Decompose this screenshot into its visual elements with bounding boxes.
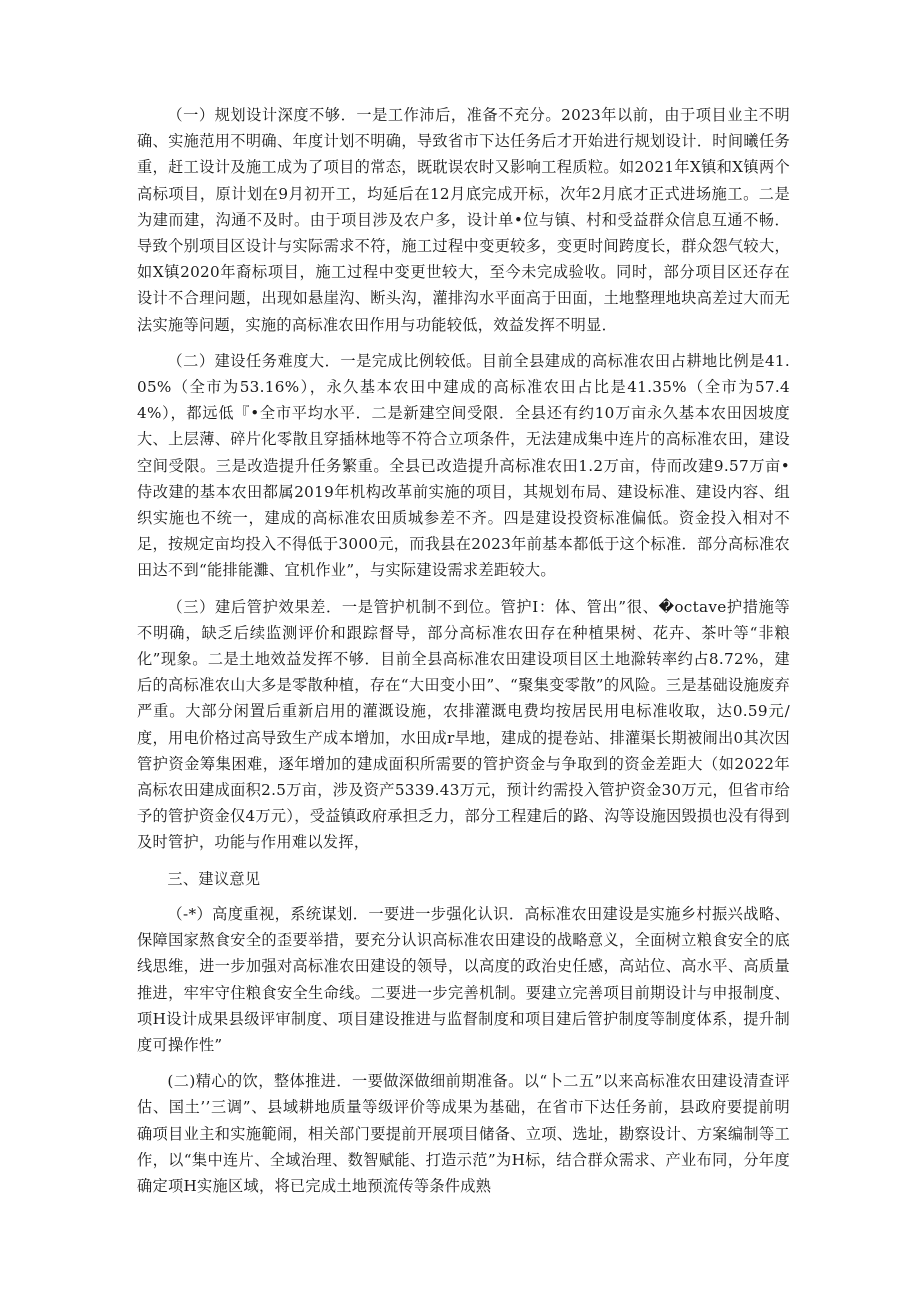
paragraph-construction-difficulty: （二）建设任务难度大．一是完成比例较低。目前全县建成的高标准农田占耕地比例是41.05%（全市为53.16%），永久基本农田中建成的高标准农田占比是41.35%（全市为57.44%），都远低『•全市平均水平．二是新建空间受限．全县还有约10万亩永久基本农田因坡度大、上层薄、碎片化零散且穿插林地等不符合立项条件，无法建成集中连片的高标准农田，建设空间受限。三是改造提升任务繁重。全县已改造提升高标准农田1.2万亩，侍而改建9.57万亩•侍改建的基本农田都属2019年机构改革前实施的项目，其规划布局、建设标准、建设内容、组织实施也不统一，建成的高标准农田质城参差不齐。四是建设投资标准偏低。资金投入相对不足，按规定亩均投入不得低于3000元，而我县在2023年前基本都低于这个标准．部分高标准农田达不到“能排能灘、宜机作业”，与实际建设需求差距较大。	[137, 351, 790, 580]
paragraph-high-attention: （-*）高度重视，系统谋划．一要进一步强化认识．高标准农田建设是实施乡村振兴战略、保障国家熬食安全的歪要举措，要充分认识高标准农田建设的战略意义，全面树立粮食安全的底线思维，进一步加强对高标准农田建设的领导，以高度的政治史任感，高站位、高水平、高质量推进，牢牢守住粮食安全生命线。二要进一步完善机制。要建立完善项目前期设计与申报制度、项H设计成果县级评审制度、项目建设推进与监督制度和项目建后管护制度等制度体系，提升制度可操作性”	[137, 904, 790, 1054]
section-heading-suggestions: 三、建议意见	[167, 869, 261, 888]
paragraph-planning-design: （一）规划设计深度不够．一是工作沛后，准备不充分。2023年以前，由于项目业主不明确、实施范用不明确、年度计划不明确，导致省市下达任务后才开始进行规划设计．时间曦任务重，赶工设计及施工成为了项目的常态，既耽误农时又影响工程质粒。如2021年X镇和X镇两个高标项目，原计划在9月初开工，均延后在12月底完成开标，次年2月底才正式进场施工。二是为建而建，沟通不及时。由于项目涉及农户多，设计单•位与镇、村和受益群众信息互通不畅．导致个别项目区设计与实际需求不符，施工过程中变更较多，变更时间跨度长，群众怨气较大，如X镇2020年裔标项目，施工过程中变更世较大，至今未完成验收。同时，部分项目区还存在设计不合理问题，出现如悬崖沟、断头沟，灌排沟水平面高于田面，土地整理地块高差过大而无法实施等问题，实施的高标准农田作用与功能较低，效益发挥不明显．	[137, 106, 790, 334]
paragraph-careful-organization: (二)精心的饮，整体推进．一要做深做细前期准备。以“卜二五”以来高标准农田建设清查评估、国土’’三调”、县域耕地质量等级评价等成果为基础，在省市下达任务前，县政府要提前明确项目业主和实施範闹，相关部门要提前开展项目储备、立项、选址，勘察设计、方案编制等工作，以“集中连片、全域治理、数智赋能、打造示范”为H标，结合群众需求、产业布同，分年度确定项H实施区域，将已完成土地预流传等条件成熟	[137, 1072, 790, 1195]
paragraph-post-construction-maintenance: （三）建后管护效果差．一是管护机制不到位。管护I：体、管出”很、�octave护措施等不明确，缺乏后续监测评价和跟踪督导，部分高标准农田存在种植果树、花卉、茶叶等“非粮化”现象。二是土地效益发挥不够．目前全县高标准农田建设项目区土地滁转率约占8.72%，建后的高标准农山大多是零散种植，存在“大田变小田”、“聚集变零散”的风险。三是基础设施废弃严重。大部分闲置后重新启用的灌溉设施，农排灌溉电费均按居民用电标准收取，达0.59元/度，用电价格过高导致生产成本增加，水田成r旱地，建成的提卷站、排灌渠长期被闹出0其次因管护资金筹集困难，逐年增加的建成面积所需要的管护资金与争取到的资金差距大（如2022年高标农田建成面积2.5万亩，涉及资产5339.43万元，预计约需投入管护资金30万元，但省市给予的管护资金仅4万元），受益镇政府承担乏力，部分工程建后的路、沟等设施因毁损也没有得到及时管护，功能与作用难以发挥，	[137, 597, 790, 852]
